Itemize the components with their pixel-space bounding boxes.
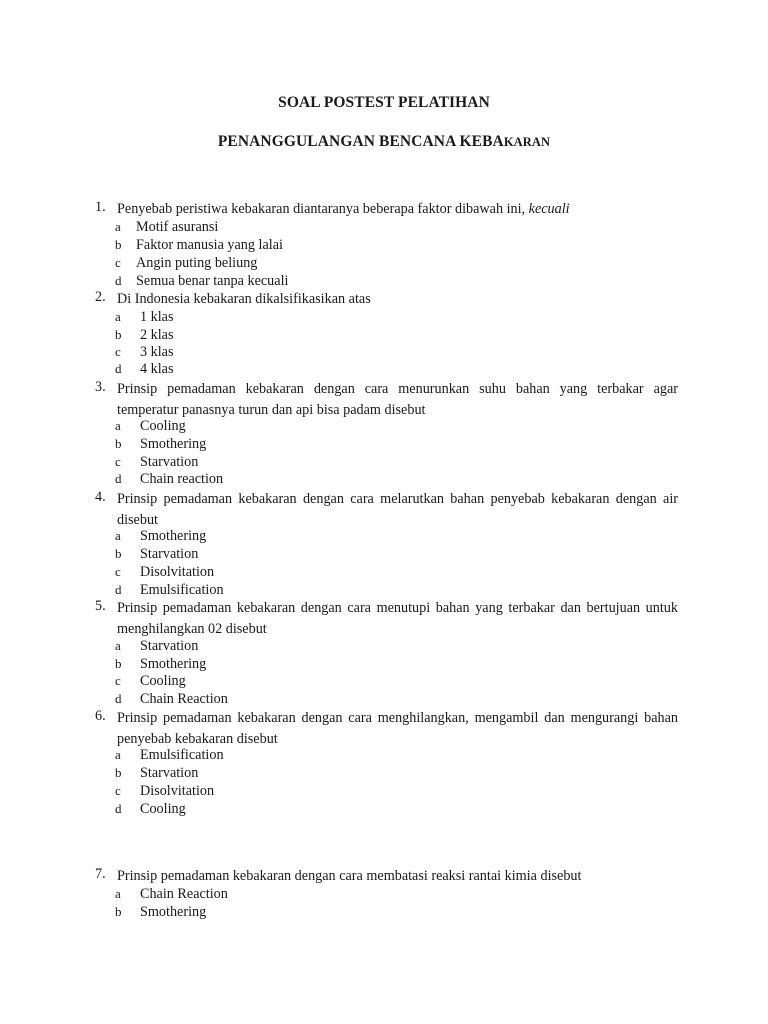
option-text: Cooling (140, 801, 186, 817)
option-text: Smothering (140, 904, 207, 920)
option-letter: a (115, 886, 121, 901)
question-number: 7. (95, 866, 106, 882)
option-text: Smothering (140, 436, 207, 452)
option-text: Faktor manusia yang lalai (136, 237, 283, 253)
option-text: 3 klas (140, 344, 174, 360)
option-text: Chain Reaction (140, 691, 228, 707)
option-letter: c (115, 454, 121, 469)
option-letter: b (115, 327, 122, 342)
option-text: Emulsification (140, 747, 224, 763)
option-text: Emulsification (140, 582, 224, 598)
question-text: Prinsip pemadaman kebakaran dengan cara melarutkan bahan penyebab kebakaran dengan air disebut (117, 491, 678, 528)
option-letter: a (115, 219, 121, 234)
option-text: 2 klas (140, 327, 174, 343)
option-text: Chain reaction (140, 471, 224, 487)
option-letter: c (115, 783, 121, 798)
option-letter: d (115, 273, 122, 288)
option-letter: b (115, 765, 122, 780)
question-text-main: Penyebab peristiwa kebakaran diantaranya beberapa faktor dibawah ini, (117, 201, 529, 217)
option-letter: a (115, 747, 121, 762)
option-letter: b (115, 904, 122, 919)
option-text: Semua benar tanpa kecuali (136, 273, 289, 289)
option-letter: a (115, 309, 121, 324)
option-text: 4 klas (140, 361, 174, 377)
option-text: Starvation (140, 765, 199, 781)
question-text-emphasis: kecuali (528, 201, 570, 217)
option-letter: d (115, 582, 122, 597)
question-number: 6. (95, 708, 106, 724)
option-letter: b (115, 546, 122, 561)
question-text: Prinsip pemadaman kebakaran dengan cara menghilangkan, mengambil dan mengurangi bahan penyebab kebakaran disebut (117, 710, 678, 747)
option-letter: d (115, 801, 122, 816)
option-letter: d (115, 691, 122, 706)
option-letter: a (115, 528, 121, 543)
subtitle-main: PENANGGULANGAN BENCANA KEBA (217, 133, 504, 150)
option-text: Starvation (140, 638, 199, 654)
option-text: Cooling (140, 673, 186, 689)
document-title: SOAL POSTEST PELATIHAN (278, 94, 490, 111)
option-letter: d (115, 471, 122, 486)
option-text: Motif asuransi (136, 219, 219, 235)
option-letter: a (115, 638, 121, 653)
option-text: Cooling (140, 418, 186, 434)
option-letter: b (115, 237, 122, 252)
option-letter: c (115, 673, 121, 688)
question-text: Prinsip pemadaman kebakaran dengan cara membatasi reaksi rantai kimia disebut (117, 868, 582, 884)
question-text: Di Indonesia kebakaran dikalsifikasikan atas (117, 291, 371, 307)
question-number: 3. (95, 379, 106, 395)
option-letter: b (115, 436, 122, 451)
question-text (117, 199, 678, 220)
option-text: Starvation (140, 546, 199, 562)
question-number: 2. (95, 289, 106, 305)
option-letter: d (115, 361, 122, 376)
option-text: Disolvitation (140, 783, 215, 799)
document-subtitle (0, 133, 768, 151)
option-text: Starvation (140, 454, 199, 470)
option-text: 1 klas (140, 309, 174, 325)
question-text: Prinsip pemadaman kebakaran dengan cara menurunkan suhu bahan yang terbakar agar temperatur panasnya turun dan api bisa padam disebut (117, 381, 678, 418)
subtitle-smallcaps: KARAN (503, 135, 551, 149)
option-text: Smothering (140, 656, 207, 672)
option-letter: c (115, 564, 121, 579)
question-number: 5. (95, 598, 106, 614)
option-letter: c (115, 255, 121, 270)
option-letter: b (115, 656, 122, 671)
option-text: Smothering (140, 528, 207, 544)
question-number: 1. (95, 199, 106, 215)
question-number: 4. (95, 489, 106, 505)
option-text: Disolvitation (140, 564, 215, 580)
option-text: Chain Reaction (140, 886, 228, 902)
option-text: Angin puting beliung (136, 255, 258, 271)
question-text: Prinsip pemadaman kebakaran dengan cara menutupi bahan yang terbakar dan bertujuan untuk menghilangkan 02 disebut (117, 600, 678, 637)
option-letter: a (115, 418, 121, 433)
option-letter: c (115, 344, 121, 359)
